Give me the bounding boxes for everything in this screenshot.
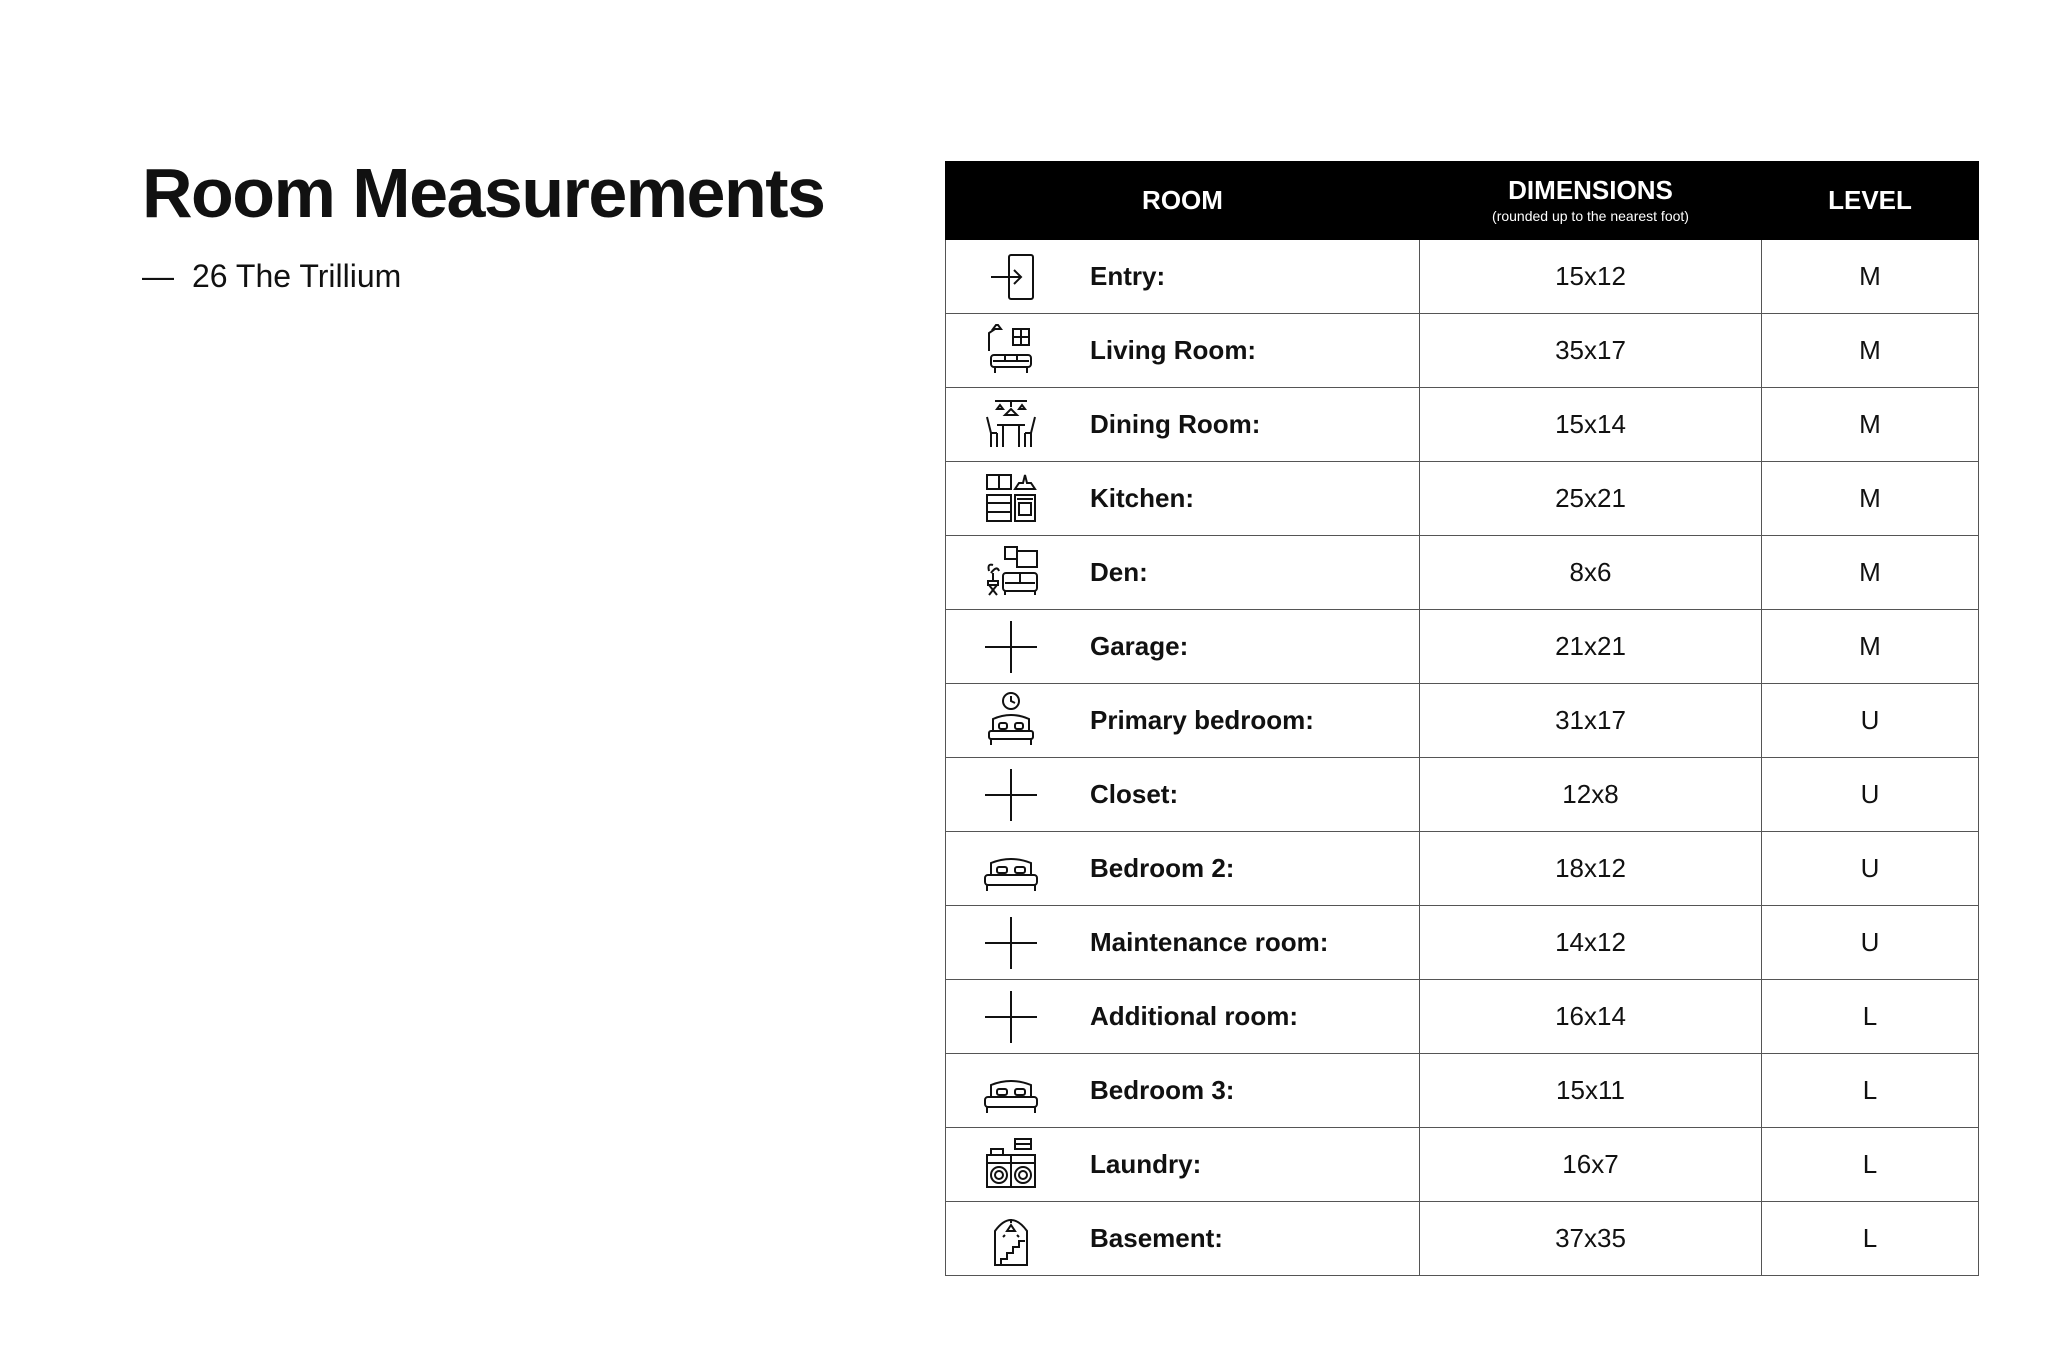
room-dimensions: 25x21: [1420, 462, 1762, 536]
room-dimensions: 18x12: [1420, 832, 1762, 906]
room-name: Entry:: [1090, 261, 1166, 291]
room-name: Maintenance room:: [1090, 927, 1329, 957]
bed-icon-graphic: [979, 1061, 1043, 1121]
bed-icon-graphic: [979, 839, 1043, 899]
header-dimensions-note: (rounded up to the nearest foot): [1492, 208, 1689, 225]
property-subtitle: [142, 258, 401, 295]
room-cell: [946, 610, 1420, 684]
table-row: [946, 832, 1979, 906]
table-row: [946, 758, 1979, 832]
room-name: Closet:: [1090, 779, 1179, 809]
room-name: Basement:: [1090, 1223, 1223, 1253]
room-name: Primary bedroom:: [1090, 705, 1314, 735]
room-cell: [946, 1128, 1420, 1202]
primary-bedroom-icon-graphic: [979, 691, 1043, 751]
table-row: [946, 980, 1979, 1054]
table-header-row: [946, 162, 1979, 240]
room-dimensions: 31x17: [1420, 684, 1762, 758]
crosshair-icon-graphic: [979, 913, 1043, 973]
room-name: Kitchen:: [1090, 483, 1194, 513]
subtitle-dash: —: [142, 258, 174, 294]
kitchen-icon-graphic: [979, 469, 1043, 529]
header-room: ROOM: [946, 162, 1420, 240]
room-cell: [946, 462, 1420, 536]
room-level: M: [1762, 536, 1979, 610]
room-cell: [946, 980, 1420, 1054]
room-dimensions: 12x8: [1420, 758, 1762, 832]
room-cell: [946, 832, 1420, 906]
laundry-icon: [946, 1128, 1076, 1201]
header-dimensions-label: DIMENSIONS: [1508, 174, 1673, 205]
table-row: [946, 684, 1979, 758]
basement-stairs-icon: [946, 1202, 1076, 1275]
room-dimensions: 16x14: [1420, 980, 1762, 1054]
crosshair-icon-graphic: [979, 617, 1043, 677]
room-cell: [946, 1054, 1420, 1128]
table-row: [946, 314, 1979, 388]
crosshair-icon: [946, 980, 1076, 1053]
room-measurements-table: [945, 161, 1979, 1276]
room-name: Additional room:: [1090, 1001, 1298, 1031]
room-level: L: [1762, 1202, 1979, 1276]
room-cell: [946, 314, 1420, 388]
room-cell: [946, 758, 1420, 832]
table-row: [946, 1054, 1979, 1128]
room-dimensions: 15x12: [1420, 240, 1762, 314]
room-name: Dining Room:: [1090, 409, 1261, 439]
table-row: [946, 462, 1979, 536]
kitchen-icon: [946, 462, 1076, 535]
table-row: [946, 240, 1979, 314]
room-level: L: [1762, 1128, 1979, 1202]
primary-bedroom-icon: [946, 684, 1076, 757]
room-name: Living Room:: [1090, 335, 1257, 365]
table-row: [946, 1128, 1979, 1202]
room-dimensions: 21x21: [1420, 610, 1762, 684]
table-row: [946, 388, 1979, 462]
room-level: M: [1762, 388, 1979, 462]
room-cell: [946, 1202, 1420, 1276]
room-dimensions: 15x11: [1420, 1054, 1762, 1128]
header-level: LEVEL: [1762, 162, 1979, 240]
crosshair-icon: [946, 758, 1076, 831]
crosshair-icon-graphic: [979, 987, 1043, 1047]
bed-icon: [946, 832, 1076, 905]
room-level: U: [1762, 832, 1979, 906]
entry-door-icon-graphic: [979, 247, 1043, 307]
entry-door-icon: [946, 240, 1076, 313]
room-name: Laundry:: [1090, 1149, 1202, 1179]
room-cell: [946, 240, 1420, 314]
property-address: 26 The Trillium: [192, 258, 402, 294]
room-name: Bedroom 3:: [1090, 1075, 1235, 1105]
table-row: [946, 906, 1979, 980]
header-dimensions: [1420, 162, 1762, 240]
room-dimensions: 35x17: [1420, 314, 1762, 388]
dining-room-icon-graphic: [979, 395, 1043, 455]
table-row: [946, 536, 1979, 610]
room-level: M: [1762, 314, 1979, 388]
room-dimensions: 14x12: [1420, 906, 1762, 980]
living-room-icon-graphic: [979, 321, 1043, 381]
page-title: Room Measurements: [142, 154, 825, 232]
room-level: U: [1762, 906, 1979, 980]
room-dimensions: 15x14: [1420, 388, 1762, 462]
den-icon-graphic: [979, 543, 1043, 603]
room-cell: [946, 684, 1420, 758]
bed-icon: [946, 1054, 1076, 1127]
room-level: M: [1762, 462, 1979, 536]
basement-stairs-icon-graphic: [979, 1209, 1043, 1269]
room-cell: [946, 906, 1420, 980]
room-dimensions: 37x35: [1420, 1202, 1762, 1276]
table-body: [946, 240, 1979, 1276]
room-level: M: [1762, 240, 1979, 314]
dining-room-icon: [946, 388, 1076, 461]
room-level: M: [1762, 610, 1979, 684]
laundry-icon-graphic: [979, 1135, 1043, 1195]
table-row: [946, 1202, 1979, 1276]
room-level: L: [1762, 1054, 1979, 1128]
room-level: U: [1762, 684, 1979, 758]
room-level: U: [1762, 758, 1979, 832]
crosshair-icon: [946, 610, 1076, 683]
room-dimensions: 8x6: [1420, 536, 1762, 610]
crosshair-icon-graphic: [979, 765, 1043, 825]
den-icon: [946, 536, 1076, 609]
living-room-icon: [946, 314, 1076, 387]
room-name: Den:: [1090, 557, 1148, 587]
room-dimensions: 16x7: [1420, 1128, 1762, 1202]
room-cell: [946, 388, 1420, 462]
room-cell: [946, 536, 1420, 610]
room-name: Bedroom 2:: [1090, 853, 1235, 883]
table-row: [946, 610, 1979, 684]
crosshair-icon: [946, 906, 1076, 979]
room-level: L: [1762, 980, 1979, 1054]
room-name: Garage:: [1090, 631, 1189, 661]
